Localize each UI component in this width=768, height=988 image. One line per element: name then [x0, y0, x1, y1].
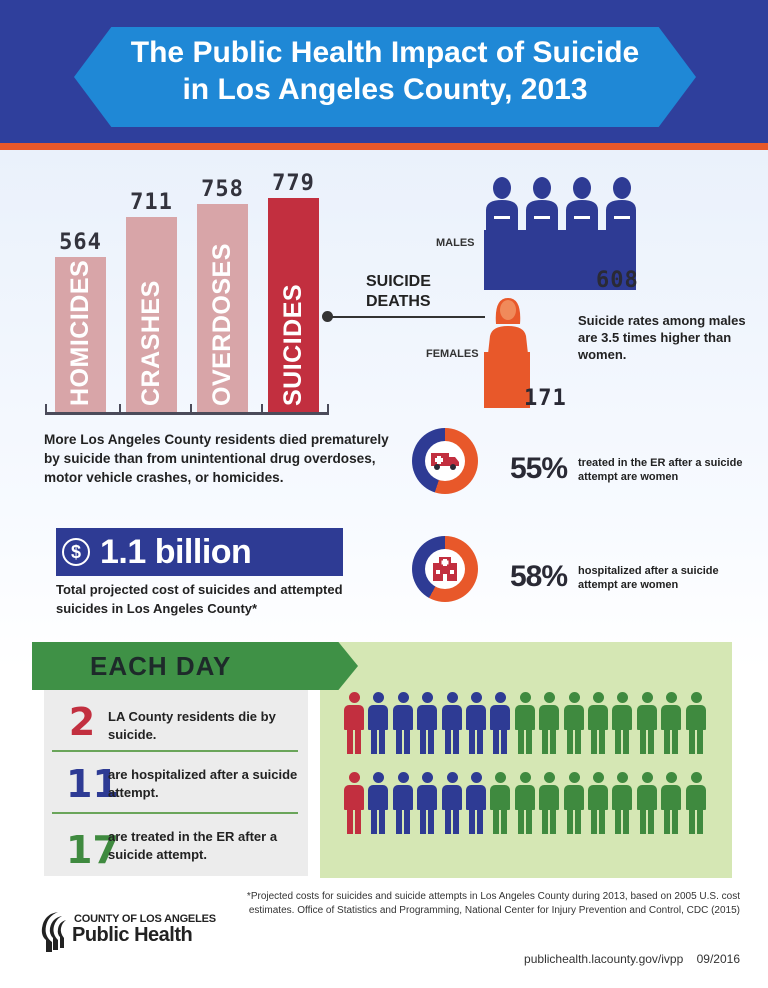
bar-value-label: 564: [59, 230, 102, 255]
person-icon: [686, 772, 706, 834]
chart-tick: [119, 404, 121, 415]
person-icon: [442, 692, 462, 754]
male-figures-icon: [484, 176, 636, 232]
public-health-logo-icon: [38, 910, 72, 954]
person-icon: [515, 772, 535, 834]
footer-url: [470, 952, 740, 966]
header-stripe: [0, 143, 768, 150]
cost-amount: 1.1 billion: [100, 533, 252, 571]
person-icon: [417, 692, 437, 754]
person-icon: [393, 772, 413, 834]
female-figure-icon: [486, 294, 530, 354]
connector-line: [327, 316, 485, 318]
logo-county-text: COUNTY OF LOS ANGELES: [74, 913, 216, 925]
summary-text: More Los Angeles County residents died prematurely by suicide than from unintentional drug overdoses, motor vehicle crashes, or homicides.: [44, 432, 389, 485]
er-women-percent: 55%: [510, 452, 568, 485]
person-icon: [417, 772, 437, 834]
person-icon: [539, 692, 559, 754]
males-value: 608: [596, 268, 639, 293]
person-icon: [539, 772, 559, 834]
person-icon: [637, 772, 657, 834]
bar-value-label: 711: [130, 190, 173, 215]
person-icon: [368, 692, 388, 754]
page-title: [74, 34, 696, 108]
bar-value-label: 779: [272, 171, 315, 196]
chart-tick: [327, 404, 329, 415]
title-line-1: The Public Health Impact of Suicide: [130, 36, 640, 69]
website-link[interactable]: publichealth.lacounty.gov/ivpp: [524, 952, 684, 966]
females-label: FEMALES: [426, 348, 479, 360]
bar-label: CRASHES: [137, 280, 165, 406]
divider: [52, 750, 298, 752]
people-panel: [320, 642, 732, 878]
person-icon: [612, 692, 632, 754]
logo-public-health-text: Public Health: [72, 924, 193, 946]
person-icon: [368, 772, 388, 834]
footnote: *Projected costs for suicides and suicide attempts in Los Angeles County during 2013, based on 2005 U.S. cost estimates. Office of Statistics and Programming, National Center for Injury Prevention and Control, CDC (2015): [246, 891, 740, 916]
person-icon: [661, 692, 681, 754]
bar-label: OVERDOSES: [208, 243, 236, 406]
hospital-icon: [432, 556, 458, 582]
day-stat-number: 17: [66, 828, 119, 872]
hospitalized-women-percent: 58%: [510, 560, 568, 593]
day-stat-number: 2: [68, 700, 96, 744]
person-icon: [612, 772, 632, 834]
each-day-title: EACH DAY: [90, 651, 232, 681]
dollar-icon: $: [62, 538, 90, 566]
bar-label: HOMICIDES: [66, 259, 94, 406]
title-line-2: in Los Angeles County, 2013: [182, 73, 588, 106]
person-icon: [442, 772, 462, 834]
person-icon: [588, 772, 608, 834]
person-icon: [466, 692, 486, 754]
person-icon: [490, 772, 510, 834]
day-stat-number: 11: [66, 762, 119, 806]
day-stat-text: are hospitalized after a suicide attempt.: [108, 767, 298, 800]
ambulance-icon: [430, 451, 460, 471]
person-icon: [490, 692, 510, 754]
cost-note: Total projected cost of suicides and attempted suicides in Los Angeles County*: [56, 582, 343, 616]
chart-tick: [45, 404, 47, 415]
male-rate-note: Suicide rates among males are 3.5 times higher than women.: [578, 313, 746, 362]
hospitalized-women-note: hospitalized after a suicide attempt are women: [578, 565, 719, 591]
chart-tick: [190, 404, 192, 415]
day-stat-text: are treated in the ER after a suicide attempt.: [108, 829, 278, 862]
females-value: 171: [524, 386, 567, 411]
person-icon: [564, 772, 584, 834]
person-icon: [637, 692, 657, 754]
person-icon: [344, 772, 364, 834]
person-icon: [344, 692, 364, 754]
person-icon: [661, 772, 681, 834]
divider: [52, 812, 298, 814]
day-stat-text: LA County residents die by suicide.: [108, 709, 276, 742]
chart-tick: [261, 404, 263, 415]
person-icon: [564, 692, 584, 754]
publish-date: 09/2016: [696, 952, 740, 966]
person-icon: [686, 692, 706, 754]
males-label: MALES: [436, 237, 475, 249]
bar-value-label: 758: [201, 177, 244, 202]
person-icon: [515, 692, 535, 754]
bar-label: SUICIDES: [279, 283, 307, 406]
chart-axis: [45, 412, 329, 415]
person-icon: [466, 772, 486, 834]
er-women-note: treated in the ER after a suicide attempt are women: [578, 457, 743, 483]
suicide-deaths-label: SUICIDE DEATHS: [366, 273, 431, 310]
person-icon: [393, 692, 413, 754]
person-icon: [588, 692, 608, 754]
